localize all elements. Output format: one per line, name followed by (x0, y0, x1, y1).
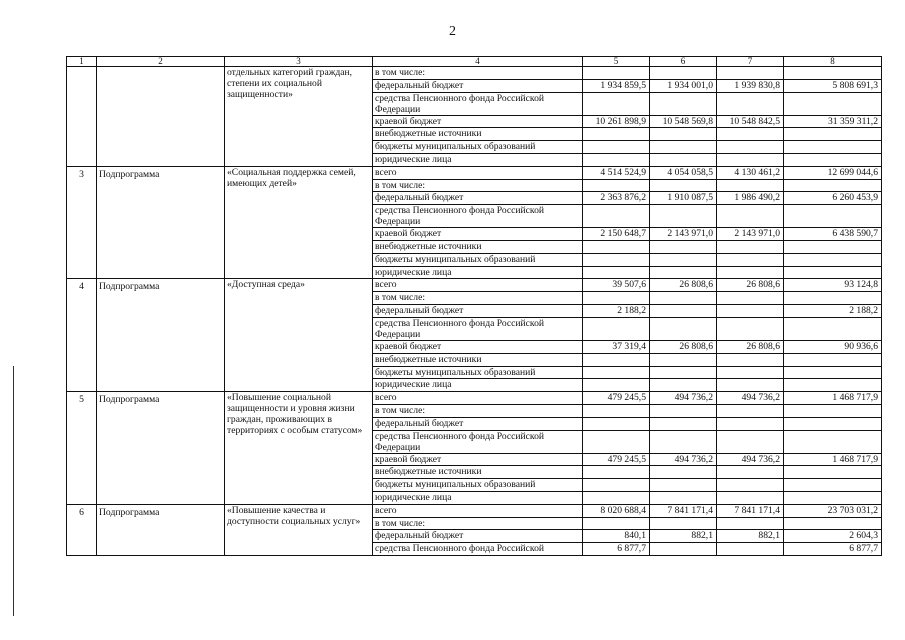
amount-cell (583, 253, 650, 266)
amount-cell: 2 143 971,0 (650, 228, 717, 241)
amount-cell (583, 292, 650, 305)
funding-source: внебюджетные источники (373, 466, 583, 479)
amount-cell (583, 466, 650, 479)
amount-cell: 26 808,6 (650, 279, 717, 292)
header-cell: 1 (67, 57, 97, 67)
amount-cell: 479 245,5 (583, 392, 650, 405)
amount-cell (784, 479, 882, 492)
amount-cell (717, 366, 784, 379)
amount-cell: 39 507,6 (583, 279, 650, 292)
table-row (67, 392, 882, 405)
amount-cell (650, 67, 717, 80)
row-number: 3 (67, 166, 97, 279)
amount-cell: 882,1 (650, 530, 717, 543)
amount-cell: 479 245,5 (583, 453, 650, 466)
amount-cell: 1 910 087,5 (650, 192, 717, 205)
amount-cell (784, 67, 882, 80)
amount-cell (583, 366, 650, 379)
amount-cell: 2 150 648,7 (583, 228, 650, 241)
amount-cell (717, 479, 784, 492)
funding-source: в том числе: (373, 517, 583, 530)
amount-cell (784, 353, 882, 366)
table-row (67, 67, 882, 80)
row-number: 6 (67, 504, 97, 555)
amount-cell (784, 366, 882, 379)
amount-cell (583, 353, 650, 366)
amount-cell (784, 379, 882, 392)
funding-source: средства Пенсионного фонда Российской Федерации (373, 205, 583, 228)
amount-cell (784, 266, 882, 279)
amount-cell: 1 468 717,9 (784, 392, 882, 405)
amount-cell: 4 130 461,2 (717, 166, 784, 179)
amount-cell: 840,1 (583, 530, 650, 543)
amount-cell (650, 154, 717, 167)
funding-source: краевой бюджет (373, 340, 583, 353)
table-row (67, 166, 882, 179)
amount-cell: 26 808,6 (717, 340, 784, 353)
header-cell: 7 (717, 57, 784, 67)
amount-cell (650, 241, 717, 254)
header-cell: 6 (650, 57, 717, 67)
funding-source: бюджеты муниципальных образований (373, 253, 583, 266)
amount-cell (717, 292, 784, 305)
amount-cell (717, 128, 784, 141)
amount-cell (650, 491, 717, 504)
funding-source: всего (373, 392, 583, 405)
amount-cell (717, 67, 784, 80)
amount-cell: 494 736,2 (717, 453, 784, 466)
amount-cell: 10 548 569,8 (650, 115, 717, 128)
page-number: 2 (449, 24, 456, 39)
amount-cell (650, 128, 717, 141)
amount-cell (784, 417, 882, 430)
funding-source: средства Пенсионного фонда Российской (373, 543, 583, 556)
header-cell: 3 (225, 57, 373, 67)
amount-cell (650, 205, 717, 228)
amount-cell (650, 479, 717, 492)
funding-source: в том числе: (373, 292, 583, 305)
amount-cell (650, 292, 717, 305)
funding-source: федеральный бюджет (373, 79, 583, 92)
table-row (67, 279, 882, 292)
amount-cell (583, 404, 650, 417)
amount-cell: 6 438 590,7 (784, 228, 882, 241)
program-type (97, 67, 225, 167)
amount-cell (650, 317, 717, 340)
amount-cell (583, 491, 650, 504)
amount-cell (717, 92, 784, 115)
amount-cell (784, 466, 882, 479)
amount-cell (717, 205, 784, 228)
funding-source: всего (373, 504, 583, 517)
funding-source: федеральный бюджет (373, 192, 583, 205)
table-row (67, 504, 882, 517)
program-name: «Социальная поддержка семей, имеющих детей» (225, 166, 373, 279)
amount-cell (784, 154, 882, 167)
funding-source: в том числе: (373, 404, 583, 417)
amount-cell (650, 366, 717, 379)
amount-cell: 23 703 031,2 (784, 504, 882, 517)
funding-source: юридические лица (373, 379, 583, 392)
amount-cell: 1 986 490,2 (717, 192, 784, 205)
program-name: «Повышение социальной защищенности и уровня жизни граждан, проживающих в территориях с особым статусом» (225, 392, 373, 505)
header-cell: 4 (373, 57, 583, 67)
amount-cell (583, 517, 650, 530)
program-type: Подпрограмма (97, 504, 225, 555)
header-cell: 8 (784, 57, 882, 67)
amount-cell (717, 517, 784, 530)
amount-cell (784, 179, 882, 192)
funding-source: в том числе: (373, 179, 583, 192)
amount-cell (784, 253, 882, 266)
amount-cell (583, 241, 650, 254)
amount-cell (650, 379, 717, 392)
amount-cell (650, 141, 717, 154)
amount-cell (650, 430, 717, 453)
amount-cell: 2 188,2 (784, 305, 882, 318)
amount-cell (650, 466, 717, 479)
amount-cell: 1 934 859,5 (583, 79, 650, 92)
funding-source: бюджеты муниципальных образований (373, 479, 583, 492)
amount-cell (650, 179, 717, 192)
amount-cell (717, 417, 784, 430)
amount-cell (784, 128, 882, 141)
amount-cell (583, 430, 650, 453)
amount-cell: 6 877,7 (583, 543, 650, 556)
amount-cell (650, 417, 717, 430)
amount-cell: 8 020 688,4 (583, 504, 650, 517)
amount-cell (583, 154, 650, 167)
amount-cell: 10 261 898,9 (583, 115, 650, 128)
amount-cell (784, 404, 882, 417)
amount-cell (650, 404, 717, 417)
amount-cell (583, 317, 650, 340)
row-number: 5 (67, 392, 97, 505)
amount-cell: 2 363 876,2 (583, 192, 650, 205)
amount-cell (717, 305, 784, 318)
funding-source: краевой бюджет (373, 453, 583, 466)
amount-cell (650, 305, 717, 318)
amount-cell (717, 430, 784, 453)
amount-cell (717, 543, 784, 556)
amount-cell (717, 141, 784, 154)
amount-cell (583, 266, 650, 279)
amount-cell: 31 359 311,2 (784, 115, 882, 128)
amount-cell (784, 141, 882, 154)
amount-cell (784, 205, 882, 228)
funding-source: внебюджетные источники (373, 128, 583, 141)
amount-cell (784, 292, 882, 305)
amount-cell (583, 92, 650, 115)
budget-table (66, 56, 882, 556)
amount-cell: 2 604,3 (784, 530, 882, 543)
amount-cell (784, 430, 882, 453)
amount-cell (717, 404, 784, 417)
amount-cell (583, 417, 650, 430)
amount-cell (717, 266, 784, 279)
funding-source: краевой бюджет (373, 115, 583, 128)
amount-cell: 1 939 830,8 (717, 79, 784, 92)
amount-cell (650, 253, 717, 266)
amount-cell (784, 92, 882, 115)
amount-cell (583, 479, 650, 492)
funding-source: бюджеты муниципальных образований (373, 141, 583, 154)
amount-cell (650, 517, 717, 530)
amount-cell: 7 841 171,4 (717, 504, 784, 517)
amount-cell (717, 379, 784, 392)
amount-cell: 2 188,2 (583, 305, 650, 318)
amount-cell: 1 468 717,9 (784, 453, 882, 466)
amount-cell: 4 514 524,9 (583, 166, 650, 179)
row-number: 4 (67, 279, 97, 392)
funding-source: федеральный бюджет (373, 305, 583, 318)
amount-cell (717, 491, 784, 504)
amount-cell (717, 154, 784, 167)
funding-source: федеральный бюджет (373, 530, 583, 543)
row-number (67, 67, 97, 167)
amount-cell (717, 466, 784, 479)
amount-cell (784, 517, 882, 530)
program-type: Подпрограмма (97, 166, 225, 279)
funding-source: юридические лица (373, 266, 583, 279)
funding-source: всего (373, 166, 583, 179)
amount-cell: 6 260 453,9 (784, 192, 882, 205)
amount-cell: 494 736,2 (650, 392, 717, 405)
header-cell: 5 (583, 57, 650, 67)
amount-cell (650, 92, 717, 115)
funding-source: юридические лица (373, 491, 583, 504)
amount-cell: 10 548 842,5 (717, 115, 784, 128)
amount-cell (583, 379, 650, 392)
funding-source: внебюджетные источники (373, 353, 583, 366)
funding-source: федеральный бюджет (373, 417, 583, 430)
amount-cell: 4 054 058,5 (650, 166, 717, 179)
margin-line (13, 366, 14, 616)
amount-cell: 26 808,6 (717, 279, 784, 292)
funding-source: бюджеты муниципальных образований (373, 366, 583, 379)
amount-cell (784, 491, 882, 504)
amount-cell (717, 353, 784, 366)
amount-cell: 5 808 691,3 (784, 79, 882, 92)
amount-cell (717, 253, 784, 266)
amount-cell (583, 128, 650, 141)
amount-cell (717, 241, 784, 254)
amount-cell: 93 124,8 (784, 279, 882, 292)
program-name: «Доступная среда» (225, 279, 373, 392)
amount-cell (583, 179, 650, 192)
program-name: «Повышение качества и доступности социальных услуг» (225, 504, 373, 555)
program-name: отдельных категорий граждан, степени их социальной защищенности» (225, 67, 373, 167)
funding-source: всего (373, 279, 583, 292)
funding-source: средства Пенсионного фонда Российской Федерации (373, 430, 583, 453)
funding-source: внебюджетные источники (373, 241, 583, 254)
amount-cell (717, 179, 784, 192)
amount-cell: 882,1 (717, 530, 784, 543)
header-row (67, 57, 882, 67)
funding-source: средства Пенсионного фонда Российской Федерации (373, 317, 583, 340)
funding-source: краевой бюджет (373, 228, 583, 241)
amount-cell (650, 353, 717, 366)
amount-cell (784, 241, 882, 254)
program-type: Подпрограмма (97, 279, 225, 392)
amount-cell: 1 934 001,0 (650, 79, 717, 92)
amount-cell: 494 736,2 (717, 392, 784, 405)
amount-cell (784, 317, 882, 340)
amount-cell: 494 736,2 (650, 453, 717, 466)
amount-cell: 26 808,6 (650, 340, 717, 353)
amount-cell: 90 936,6 (784, 340, 882, 353)
amount-cell (650, 266, 717, 279)
funding-source: юридические лица (373, 154, 583, 167)
program-type: Подпрограмма (97, 392, 225, 505)
amount-cell (583, 141, 650, 154)
amount-cell: 12 699 044,6 (784, 166, 882, 179)
amount-cell (583, 205, 650, 228)
amount-cell (717, 317, 784, 340)
amount-cell: 37 319,4 (583, 340, 650, 353)
amount-cell: 7 841 171,4 (650, 504, 717, 517)
amount-cell (583, 67, 650, 80)
amount-cell: 2 143 971,0 (717, 228, 784, 241)
header-cell: 2 (97, 57, 225, 67)
amount-cell: 6 877,7 (784, 543, 882, 556)
funding-source: средства Пенсионного фонда Российской Федерации (373, 92, 583, 115)
amount-cell (650, 543, 717, 556)
funding-source: в том числе: (373, 67, 583, 80)
